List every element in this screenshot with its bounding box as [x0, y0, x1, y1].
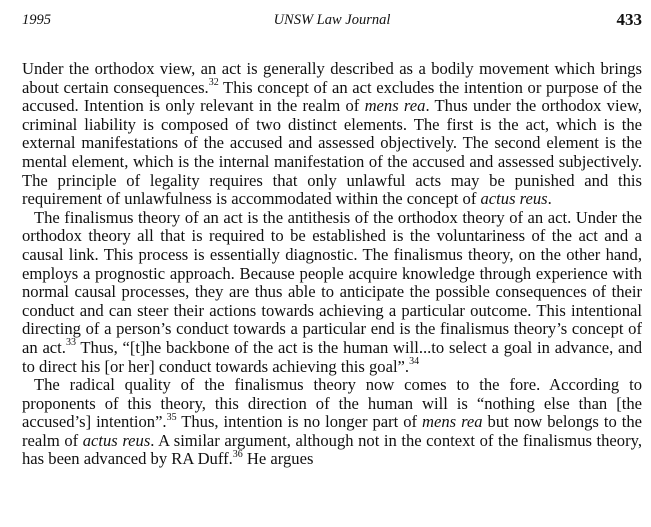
text-run: The finalismus theory of an act is the antithesis of the orthodox theory of an act. Under the orthodox theory all that is required to be established is the voluntariness of the act and a causal link. This process is essentially diagnostic. The finalismus theory, on the other hand, employs a prognostic approach. Because people acquire knowledge through experience with normal causal processes, they are thus able to anticipate the possible consequences of their conduct and can steer their actions towards achieving a particular outcome. This intentional directing of a person’s conduct towards a particular end is the finalismus theory’s concept of an act. — [22, 207, 642, 357]
footnote-marker: 34 — [409, 355, 420, 367]
article-body — [22, 60, 642, 469]
text-run: . — [547, 189, 552, 209]
italic-term: actus reus — [82, 430, 151, 450]
text-run: Under the orthodox view, an act is generally described as a bodily movement which brings about certain consequences. — [22, 59, 642, 97]
footnote-marker: 35 — [166, 411, 177, 423]
paragraph-2 — [22, 209, 642, 376]
text-run: but now belongs to the realm of — [22, 412, 642, 450]
footnote-marker: 36 — [232, 448, 243, 460]
italic-term: mens rea — [422, 412, 483, 432]
paragraph-3 — [22, 376, 642, 469]
text-run: Thus, “[t]he backbone of the act is the human will...to select a goal in advance, and to direct his [or her] conduct towards achieving this goal”. — [22, 337, 642, 376]
footnote-marker: 32 — [208, 77, 219, 89]
header-year: 1995 — [22, 12, 51, 28]
header-journal-title: UNSW Law Journal — [273, 12, 391, 28]
header-page-number: 433 — [616, 10, 642, 29]
text-run: . A similar argument, although not in the context of the finalismus theory, has been advanced by RA Duff. — [22, 430, 642, 469]
running-header — [22, 0, 642, 30]
text-run: He argues — [242, 449, 314, 469]
text-run: The radical quality of the finalismus theory now comes to the fore. According to proponents of this theory, this direction of the human will is “nothing else than [the accused’s] intention”. — [22, 375, 642, 432]
italic-term: actus reus — [480, 189, 548, 209]
footnote-marker: 33 — [65, 337, 76, 349]
journal-page — [22, 0, 642, 527]
text-run: This concept of an act excludes the intention or purpose of the accused. Intention is only relevant in the realm of — [22, 77, 642, 116]
italic-term: mens rea — [364, 96, 426, 116]
text-run: Thus, intention is no longer part of — [176, 412, 422, 432]
text-run: . Thus under the orthodox view, criminal liability is composed of two distinct elements. The first is the act, which is the external manifestations of the accused and assessed objectively. The second element is the mental element, which is the internal manifestation of the accused and assessed subjectively. The principle of legality requires that only unlawful acts may be punished and this requirement of unlawfulness is accommodated within the concept of — [22, 96, 642, 209]
paragraph-1 — [22, 60, 642, 209]
